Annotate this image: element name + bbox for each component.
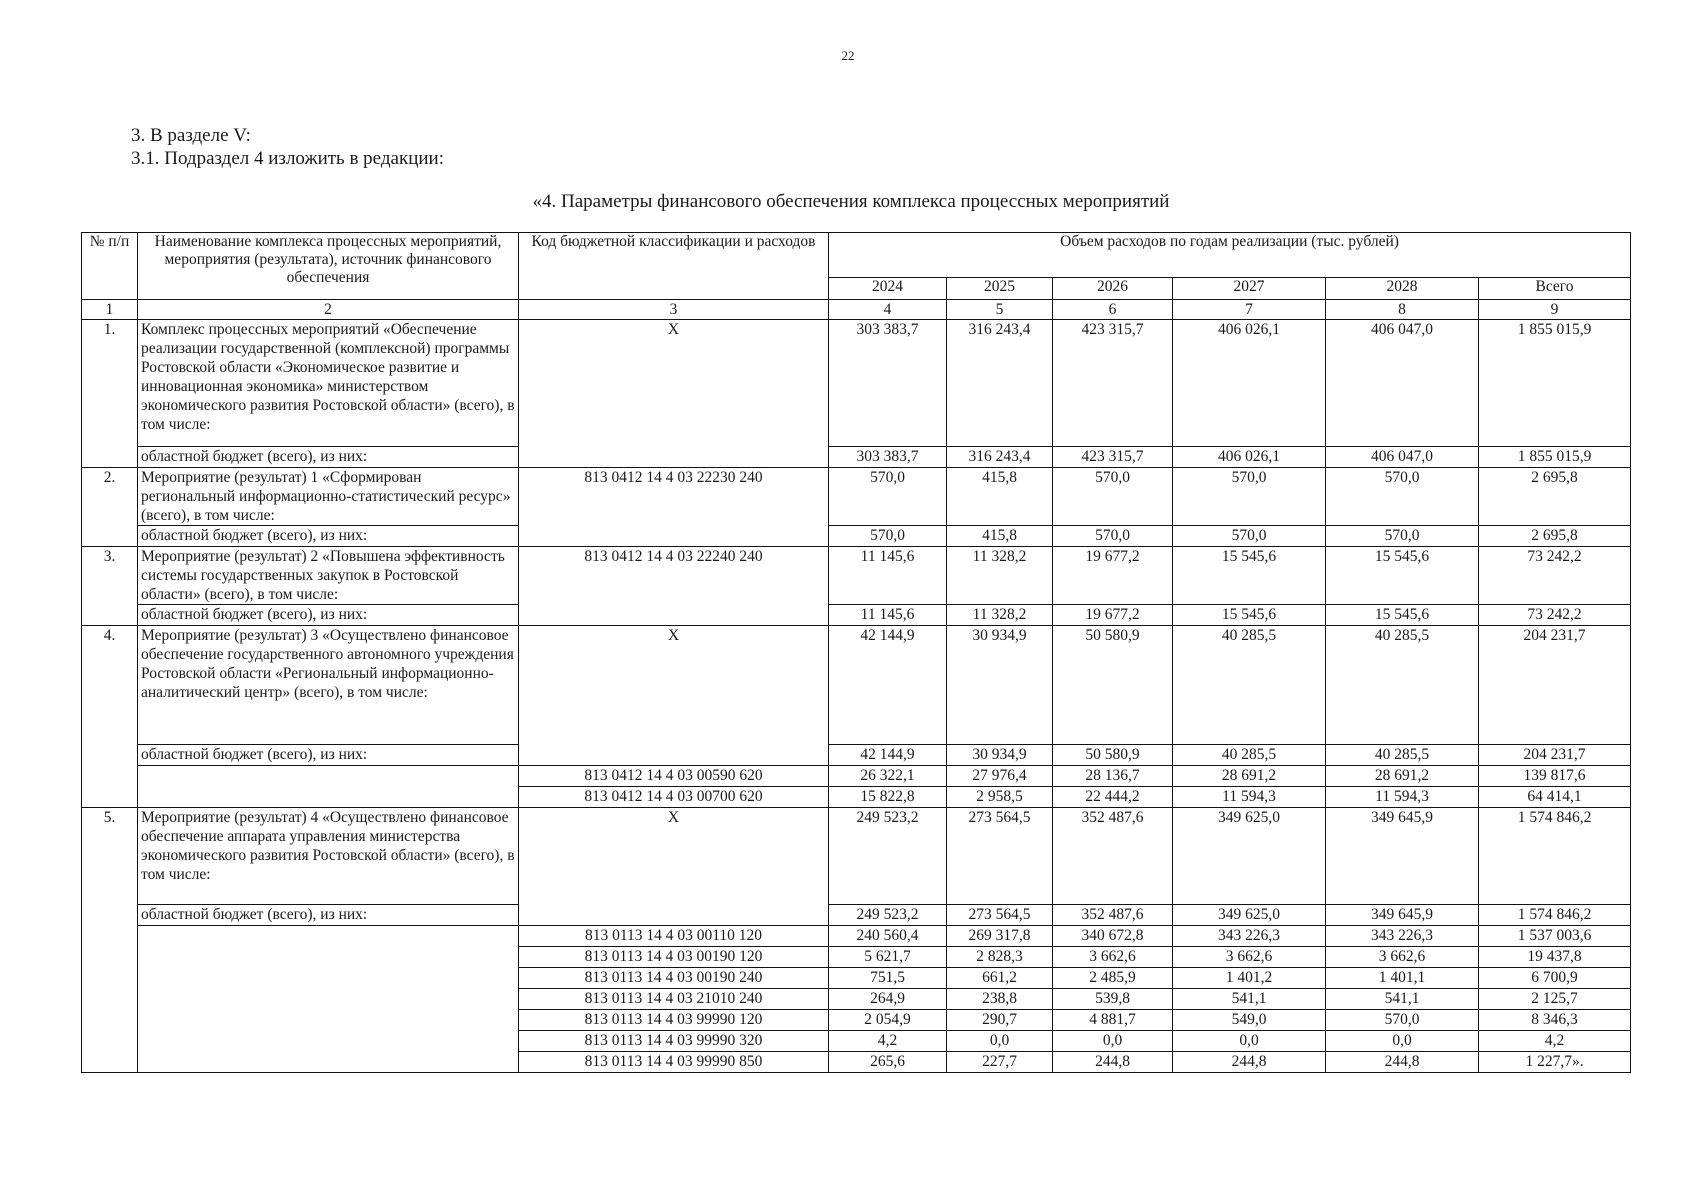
detail-value: 541,1 [1326,989,1479,1010]
detail-value: 0,0 [947,1031,1053,1052]
index-cell: 4 [829,300,947,320]
row-value: 19 677,2 [1053,547,1173,605]
detail-budget-code: 813 0113 14 4 03 00190 240 [519,968,829,989]
row-budget-value: 316 243,4 [947,447,1053,468]
index-row [82,300,1631,320]
detail-value: 244,8 [1053,1052,1173,1073]
detail-value: 244,8 [1326,1052,1479,1073]
detail-value: 0,0 [1326,1031,1479,1052]
row-budget-value: 15 545,6 [1326,605,1479,626]
row-value: 415,8 [947,468,1053,526]
row-value: 303 383,7 [829,320,947,447]
row-value: 11 328,2 [947,547,1053,605]
detail-value: 661,2 [947,968,1053,989]
index-cell: 7 [1173,300,1326,320]
row-budget-value: 1 574 846,2 [1479,905,1631,926]
detail-value: 5 621,7 [829,947,947,968]
row-value: 50 580,9 [1053,626,1173,745]
header-year-2025: 2025 [947,278,1053,300]
row-value: 406 026,1 [1173,320,1326,447]
row-value: 273 564,5 [947,808,1053,905]
row-source-label: областной бюджет (всего), из них: [138,447,519,468]
detail-value: 2 958,5 [947,787,1053,808]
row-budget-value: 406 047,0 [1326,447,1479,468]
row-budget-value: 40 285,5 [1173,745,1326,766]
row-budget-value: 73 242,2 [1479,605,1631,626]
row-budget-value: 50 580,9 [1053,745,1173,766]
detail-value: 3 662,6 [1173,947,1326,968]
intro-line-subsection: 3.1. Подраздел 4 изложить в редакции: [131,148,444,169]
header-year-2026: 2026 [1053,278,1173,300]
table-row-regional-budget [82,905,1631,926]
row-budget-code: X [519,320,829,468]
row-source-label: областной бюджет (всего), из них: [138,745,519,766]
row-number: 4. [82,626,138,808]
row-value: 40 285,5 [1173,626,1326,745]
row-value: 570,0 [1053,468,1173,526]
row-budget-value: 349 645,9 [1326,905,1479,926]
detail-budget-code: 813 0412 14 4 03 00590 620 [519,766,829,787]
row-budget-value: 204 231,7 [1479,745,1631,766]
detail-value: 2 054,9 [829,1010,947,1031]
detail-value: 22 444,2 [1053,787,1173,808]
table-title: «4. Параметры финансового обеспечения комплекса процессных мероприятий [532,191,1170,212]
detail-value: 343 226,3 [1173,926,1326,947]
table-row [82,626,1631,745]
table-row-regional-budget [82,605,1631,626]
detail-value: 28 136,7 [1053,766,1173,787]
detail-value: 4,2 [1479,1031,1631,1052]
index-cell: 1 [82,300,138,320]
detail-value: 11 594,3 [1173,787,1326,808]
detail-value: 6 700,9 [1479,968,1631,989]
detail-value: 2 125,7 [1479,989,1631,1010]
header-year-2024: 2024 [829,278,947,300]
header-num: № п/п [82,233,138,300]
index-cell: 2 [138,300,519,320]
header-code: Код бюджетной классификации и расходов [519,233,829,300]
detail-value: 1 227,7». [1479,1052,1631,1073]
row-budget-value: 570,0 [1053,526,1173,547]
detail-value: 0,0 [1173,1031,1326,1052]
financing-table [81,232,1631,1073]
row-value: 1 855 015,9 [1479,320,1631,447]
row-budget-value: 349 625,0 [1173,905,1326,926]
row-budget-value: 406 026,1 [1173,447,1326,468]
detail-value: 264,9 [829,989,947,1010]
row-budget-value: 303 383,7 [829,447,947,468]
detail-budget-code: 813 0412 14 4 03 00700 620 [519,787,829,808]
detail-value: 4,2 [829,1031,947,1052]
row-name-empty [138,926,519,1073]
index-cell: 3 [519,300,829,320]
table-row-detail [82,766,1631,787]
row-number: 1. [82,320,138,468]
row-name: Мероприятие (результат) 2 «Повышена эффективность системы государственных закупок в Ростовской области» (всего), в том числе: [138,547,519,605]
row-value: 42 144,9 [829,626,947,745]
detail-value: 238,8 [947,989,1053,1010]
row-budget-value: 570,0 [1326,526,1479,547]
detail-budget-code: 813 0113 14 4 03 99990 320 [519,1031,829,1052]
row-budget-value: 42 144,9 [829,745,947,766]
row-budget-value: 1 855 015,9 [1479,447,1631,468]
table-row-regional-budget [82,526,1631,547]
detail-value: 19 437,8 [1479,947,1631,968]
row-value: 423 315,7 [1053,320,1173,447]
detail-value: 290,7 [947,1010,1053,1031]
detail-value: 2 485,9 [1053,968,1173,989]
detail-value: 139 817,6 [1479,766,1631,787]
detail-value: 227,7 [947,1052,1053,1073]
detail-budget-code: 813 0113 14 4 03 99990 850 [519,1052,829,1073]
detail-value: 269 317,8 [947,926,1053,947]
detail-value: 28 691,2 [1173,766,1326,787]
row-value: 349 625,0 [1173,808,1326,905]
table-row-regional-budget [82,745,1631,766]
row-budget-value: 570,0 [1173,526,1326,547]
row-name: Мероприятие (результат) 4 «Осуществлено финансовое обеспечение аппарата управления министерства экономического развития Ростовской области» (всего), в том числе: [138,808,519,905]
detail-budget-code: 813 0113 14 4 03 00190 120 [519,947,829,968]
row-name: Мероприятие (результат) 3 «Осуществлено финансовое обеспечение государственного автономного учреждения Ростовской области «Региональный информационно-аналитический центр» (всего), в том числе: [138,626,519,745]
header-year-2028: 2028 [1326,278,1479,300]
row-value: 349 645,9 [1326,808,1479,905]
header-name: Наименование комплекса процессных мероприятий, мероприятия (результата), источник финансового обеспечения [138,233,519,300]
detail-budget-code: 813 0113 14 4 03 99990 120 [519,1010,829,1031]
detail-value: 570,0 [1326,1010,1479,1031]
detail-value: 751,5 [829,968,947,989]
header-year-2027: 2027 [1173,278,1326,300]
detail-value: 8 346,3 [1479,1010,1631,1031]
row-budget-code: X [519,626,829,766]
header-volume: Объем расходов по годам реализации (тыс. рублей) [829,233,1631,278]
row-budget-code: 813 0412 14 4 03 22240 240 [519,547,829,626]
detail-value: 3 662,6 [1053,947,1173,968]
detail-value: 3 662,6 [1326,947,1479,968]
row-source-label: областной бюджет (всего), из них: [138,605,519,626]
detail-value: 539,8 [1053,989,1173,1010]
index-cell: 5 [947,300,1053,320]
detail-value: 265,6 [829,1052,947,1073]
index-cell: 9 [1479,300,1631,320]
row-value: 40 285,5 [1326,626,1479,745]
detail-value: 549,0 [1173,1010,1326,1031]
table-row-regional-budget [82,447,1631,468]
row-budget-value: 415,8 [947,526,1053,547]
detail-value: 15 822,8 [829,787,947,808]
row-source-label: областной бюджет (всего), из них: [138,905,519,926]
row-value: 352 487,6 [1053,808,1173,905]
row-value: 73 242,2 [1479,547,1631,605]
detail-value: 2 828,3 [947,947,1053,968]
row-budget-code: X [519,808,829,926]
row-value: 570,0 [829,468,947,526]
row-budget-value: 40 285,5 [1326,745,1479,766]
detail-value: 541,1 [1173,989,1326,1010]
row-value: 11 145,6 [829,547,947,605]
row-value: 570,0 [1326,468,1479,526]
detail-value: 26 322,1 [829,766,947,787]
detail-value: 244,8 [1173,1052,1326,1073]
detail-value: 28 691,2 [1326,766,1479,787]
index-cell: 6 [1053,300,1173,320]
row-budget-code: 813 0412 14 4 03 22230 240 [519,468,829,547]
detail-value: 27 976,4 [947,766,1053,787]
row-budget-value: 11 145,6 [829,605,947,626]
row-number: 5. [82,808,138,1073]
row-budget-value: 249 523,2 [829,905,947,926]
detail-value: 343 226,3 [1326,926,1479,947]
row-budget-value: 15 545,6 [1173,605,1326,626]
row-budget-value: 423 315,7 [1053,447,1173,468]
detail-value: 64 414,1 [1479,787,1631,808]
row-name: Комплекс процессных мероприятий «Обеспечение реализации государственной (комплексной) программы Ростовской области «Экономическое развитие и инновационная экономика» министерством экономического развития Ростовской области» (всего), в том числе: [138,320,519,447]
row-value: 15 545,6 [1173,547,1326,605]
header-total: Всего [1479,278,1631,300]
row-value: 249 523,2 [829,808,947,905]
row-budget-value: 273 564,5 [947,905,1053,926]
row-budget-value: 352 487,6 [1053,905,1173,926]
detail-value: 1 401,2 [1173,968,1326,989]
row-value: 15 545,6 [1326,547,1479,605]
detail-budget-code: 813 0113 14 4 03 21010 240 [519,989,829,1010]
row-number: 2. [82,468,138,547]
table-row [82,468,1631,526]
table-row [82,808,1631,905]
detail-budget-code: 813 0113 14 4 03 00110 120 [519,926,829,947]
row-value: 570,0 [1173,468,1326,526]
index-cell: 8 [1326,300,1479,320]
detail-value: 1 537 003,6 [1479,926,1631,947]
table-row-detail [82,926,1631,947]
row-name-empty [138,766,519,808]
row-number: 3. [82,547,138,626]
row-budget-value: 19 677,2 [1053,605,1173,626]
row-value: 30 934,9 [947,626,1053,745]
detail-value: 0,0 [1053,1031,1173,1052]
row-value: 316 243,4 [947,320,1053,447]
row-budget-value: 570,0 [829,526,947,547]
detail-value: 340 672,8 [1053,926,1173,947]
row-budget-value: 30 934,9 [947,745,1053,766]
row-name: Мероприятие (результат) 1 «Сформирован региональный информационно-статистический ресурс» (всего), в том числе: [138,468,519,526]
detail-value: 4 881,7 [1053,1010,1173,1031]
table-row [82,547,1631,605]
row-value: 2 695,8 [1479,468,1631,526]
detail-value: 11 594,3 [1326,787,1479,808]
row-budget-value: 11 328,2 [947,605,1053,626]
table-row [82,320,1631,447]
intro-text [131,124,444,170]
detail-value: 1 401,1 [1326,968,1479,989]
page-number: 22 [841,48,855,63]
row-source-label: областной бюджет (всего), из них: [138,526,519,547]
intro-line-section: 3. В разделе V: [131,125,251,146]
row-budget-value: 2 695,8 [1479,526,1631,547]
row-value: 406 047,0 [1326,320,1479,447]
row-value: 1 574 846,2 [1479,808,1631,905]
row-value: 204 231,7 [1479,626,1631,745]
detail-value: 240 560,4 [829,926,947,947]
